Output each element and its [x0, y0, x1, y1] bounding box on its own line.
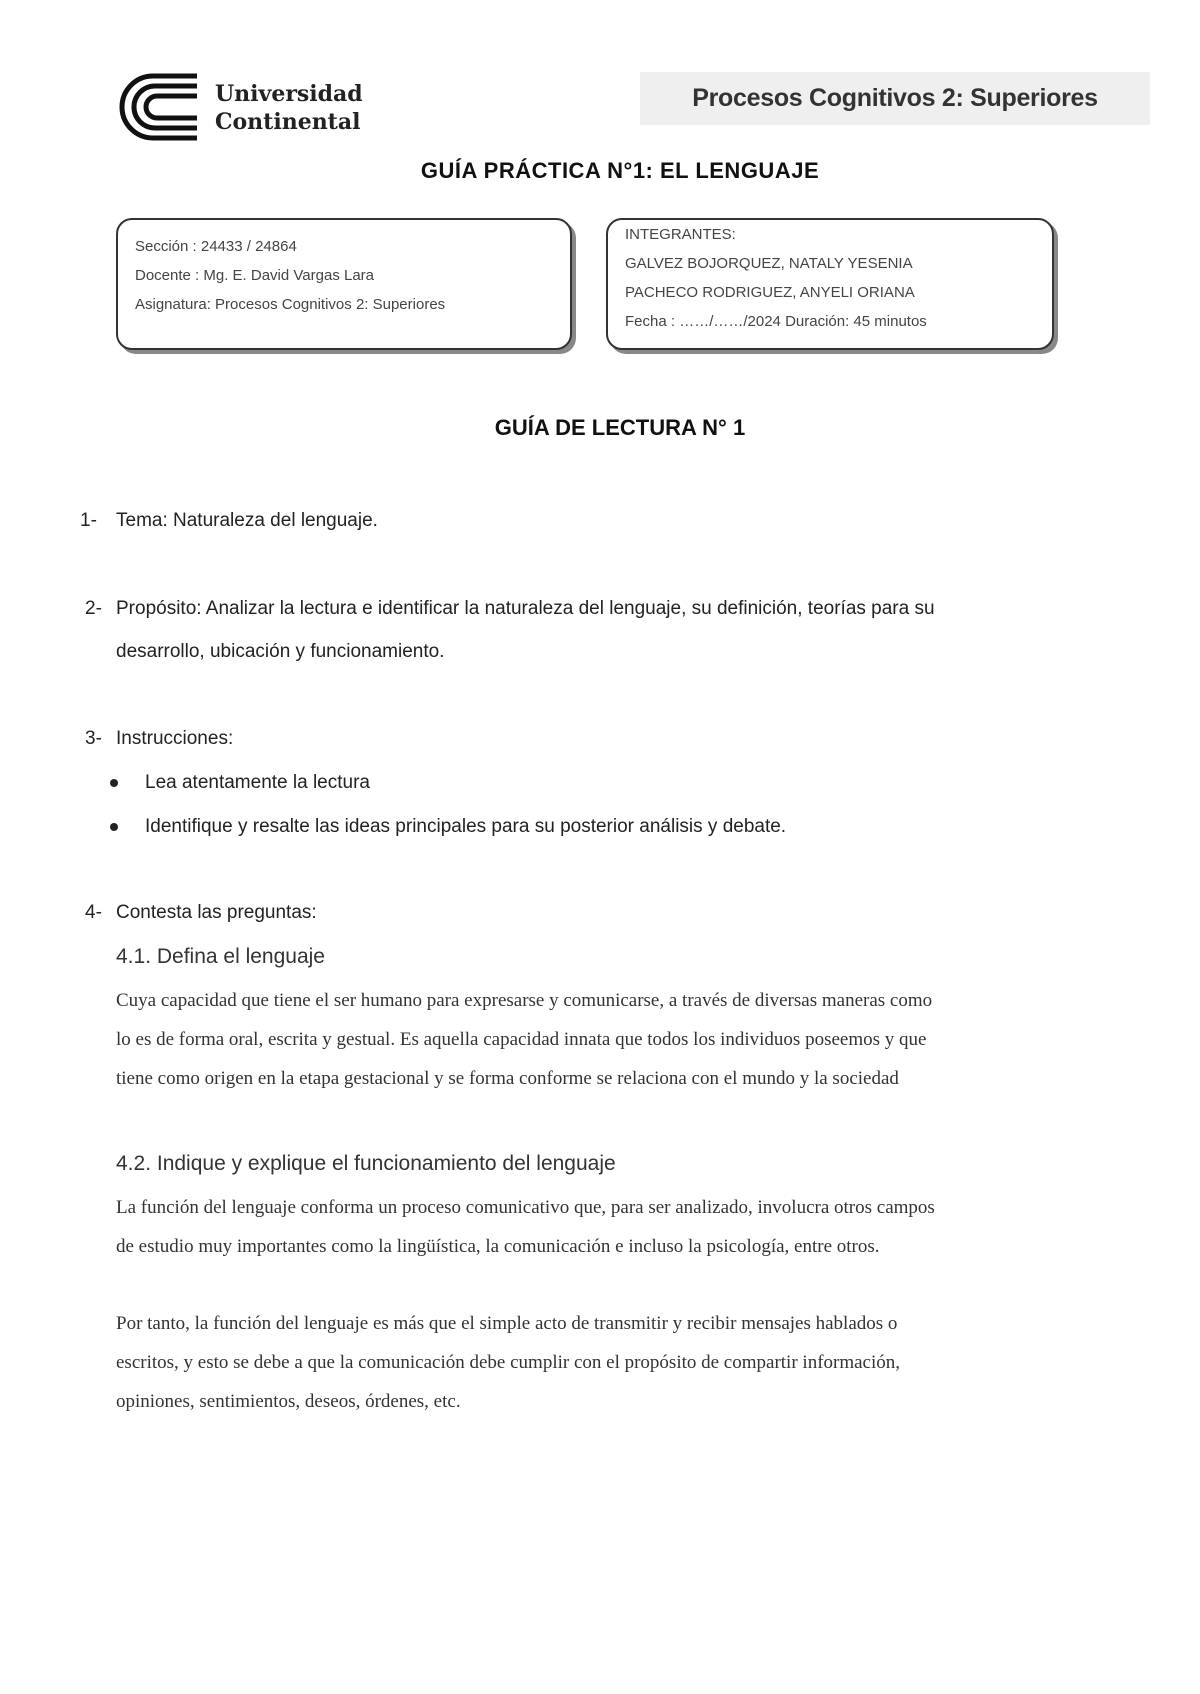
item-number-1: 1-: [80, 510, 97, 531]
member-2: PACHECO RODRIGUEZ, ANYELI ORIANA: [625, 284, 915, 301]
reading-guide-title: GUÍA DE LECTURA N° 1: [494, 415, 746, 440]
answer-4-2-p2-line-3: opiniones, sentimientos, deseos, órdenes, etc.: [116, 1391, 461, 1412]
purpose-line-2: desarrollo, ubicación y funcionamiento.: [116, 641, 445, 662]
answer-4-1-line-3: tiene como origen en la etapa gestacional y se forma conforme se relaciona con el mundo y la sociedad: [116, 1068, 899, 1089]
answer-4-2-p2-line-1: Por tanto, la función del lenguaje es más que el simple acto de transmitir y recibir mensajes hablados o: [116, 1313, 898, 1334]
answer-4-2-p1-line-1: La función del lenguaje conforma un proceso comunicativo que, para ser analizado, involucra otros campos: [116, 1197, 935, 1218]
question-4-2-title: 4.2. Indique y explique el funcionamiento del lenguaje: [116, 1152, 616, 1175]
section-text: Sección : 24433 / 24864: [135, 238, 297, 255]
purpose-line-1: Propósito: Analizar la lectura e identificar la naturaleza del lenguaje, su definición, teorías para su: [116, 598, 935, 619]
logo-line-2: Continental: [215, 109, 361, 135]
date-duration-text: Fecha : ……/……/2024 Duración: 45 minutos: [625, 313, 927, 330]
answer-4-2-p1-line-2: de estudio muy importantes como la lingüística, la comunicación e incluso la psicología, entre otros.: [116, 1236, 880, 1257]
university-name: [215, 80, 363, 136]
answer-4-2-p2-line-2: escritos, y esto se debe a que la comunicación debe cumplir con el propósito de compartir información,: [116, 1352, 901, 1373]
item-number-2: 2-: [85, 598, 102, 619]
bullet-icon: [110, 823, 118, 831]
teacher-text: Docente : Mg. E. David Vargas Lara: [135, 267, 375, 284]
theme-text: Tema: Naturaleza del lenguaje.: [116, 510, 378, 531]
instruction-1: Lea atentamente la lectura: [145, 772, 370, 793]
answer-questions-label: Contesta las preguntas:: [116, 902, 317, 923]
instruction-2: Identifique y resalte las ideas principales para su posterior análisis y debate.: [145, 816, 787, 837]
question-4-1-title: 4.1. Defina el lenguaje: [116, 945, 325, 968]
bullet-icon: [110, 779, 118, 787]
members-label: INTEGRANTES:: [625, 226, 736, 243]
instructions-label: Instrucciones:: [116, 728, 234, 749]
logo-line-1: Universidad: [215, 81, 363, 107]
item-number-4: 4-: [85, 902, 102, 923]
course-title: Procesos Cognitivos 2: Superiores: [692, 84, 1098, 112]
member-1: GALVEZ BOJORQUEZ, NATALY YESENIA: [625, 255, 913, 272]
item-number-3: 3-: [85, 728, 102, 749]
subject-text: Asignatura: Procesos Cognitivos 2: Superiores: [135, 296, 446, 313]
answer-4-1-line-2: lo es de forma oral, escrita y gestual. Es aquella capacidad innata que todos los individuos poseemos y que: [116, 1029, 927, 1050]
answer-4-1-line-1: Cuya capacidad que tiene el ser humano para expresarse y comunicarse, a través de diversas maneras como: [116, 990, 933, 1011]
page-title: GUÍA PRÁCTICA N°1: EL LENGUAJE: [420, 158, 820, 183]
